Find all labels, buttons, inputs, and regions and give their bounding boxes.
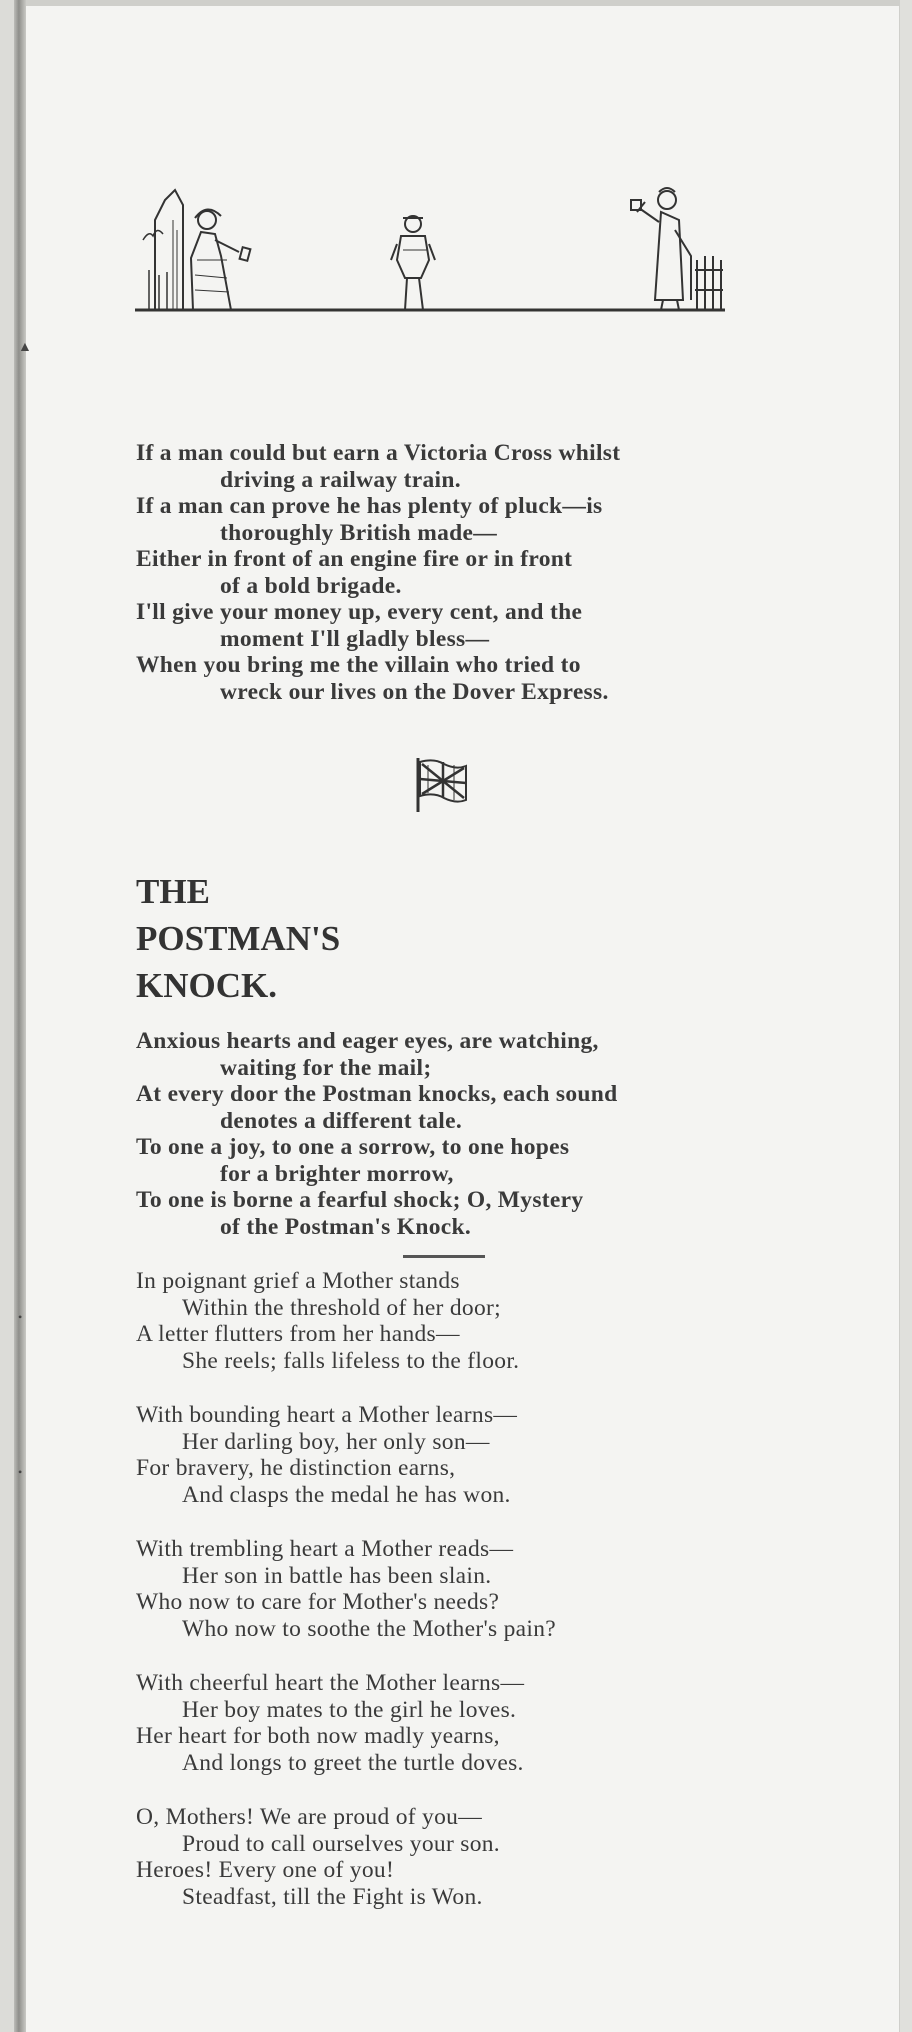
poem-line: wreck our lives on the Dover Express. — [220, 678, 609, 705]
poem-line: Within the threshold of her door; — [182, 1294, 501, 1321]
poem-line: Proud to call ourselves your son. — [182, 1830, 500, 1857]
verse — [136, 1804, 776, 1910]
poem-line: To one a joy, to one a sorrow, to one hopes — [136, 1134, 570, 1160]
poem-line: Her heart for both now madly yearns, — [136, 1723, 500, 1749]
title-line: POSTMAN'S — [136, 919, 341, 958]
poem-line: driving a railway train. — [220, 466, 461, 493]
verse — [136, 1536, 776, 1642]
poem-line: Heroes! Every one of you! — [136, 1857, 395, 1883]
poem-line: I'll give your money up, every cent, and the — [136, 599, 583, 625]
poem-line: Her boy mates to the girl he loves. — [182, 1696, 517, 1723]
poem-line: To one is borne a fearful shock; O, Mystery — [136, 1187, 584, 1213]
poem-line: She reels; falls lifeless to the floor. — [182, 1347, 520, 1374]
binding-mark: ▲ — [18, 340, 32, 355]
poem-line: And longs to greet the turtle doves. — [182, 1749, 524, 1776]
section-divider — [403, 1255, 485, 1258]
poem-line: Anxious hearts and eager eyes, are watching, — [136, 1028, 599, 1054]
page-right-edge — [899, 0, 912, 2032]
poem-line: Either in front of an engine fire or in front — [136, 546, 573, 572]
title-line: KNOCK. — [136, 966, 277, 1005]
verse — [136, 1268, 776, 1374]
poem-line: If a man can prove he has plenty of pluck—is — [136, 493, 603, 519]
poem-line: With cheerful heart the Mother learns— — [136, 1670, 525, 1696]
verse — [136, 1670, 776, 1776]
poem-line: moment I'll gladly bless— — [220, 625, 490, 652]
binding-mark: • — [18, 1465, 23, 1479]
verse — [136, 1402, 776, 1508]
opening-stanza — [136, 1028, 776, 1240]
poem-line: thoroughly British made— — [220, 519, 498, 546]
poem-title — [136, 868, 340, 1009]
postman-illustration — [135, 160, 755, 350]
poem-line: When you bring me the villain who tried to — [136, 652, 581, 678]
poem-line: waiting for the mail; — [220, 1054, 432, 1081]
poem-line: And clasps the medal he has won. — [182, 1481, 511, 1508]
poem-line: Steadfast, till the Fight is Won. — [182, 1883, 483, 1910]
poem-line: A letter flutters from her hands— — [136, 1321, 460, 1347]
poem-line: In poignant grief a Mother stands — [136, 1268, 460, 1294]
poem-line: Who now to soothe the Mother's pain? — [182, 1615, 556, 1642]
poem-line: For bravery, he distinction earns, — [136, 1455, 456, 1481]
union-jack-flag-icon — [414, 756, 470, 814]
poem-line: With trembling heart a Mother reads— — [136, 1536, 514, 1562]
binding-edge — [0, 0, 14, 2032]
poem-line: of the Postman's Knock. — [220, 1213, 472, 1240]
poem-line: denotes a different tale. — [220, 1107, 463, 1134]
poem-line: Who now to care for Mother's needs? — [136, 1589, 500, 1615]
book-spine — [14, 0, 26, 2032]
intro-poem — [136, 440, 776, 705]
poem-line: Her darling boy, her only son— — [182, 1428, 490, 1455]
poem-line: If a man could but earn a Victoria Cross whilst — [136, 440, 621, 466]
poem-line: of a bold brigade. — [220, 572, 402, 599]
poem-line: for a brighter morrow, — [220, 1160, 454, 1187]
poem-line: With bounding heart a Mother learns— — [136, 1402, 518, 1428]
page-top-edge — [0, 0, 912, 6]
poem-line: Her son in battle has been slain. — [182, 1562, 492, 1589]
poem-line: O, Mothers! We are proud of you— — [136, 1804, 482, 1830]
binding-mark: • — [18, 1310, 23, 1324]
title-line: THE — [136, 872, 210, 911]
poem-line: At every door the Postman knocks, each sound — [136, 1081, 618, 1107]
